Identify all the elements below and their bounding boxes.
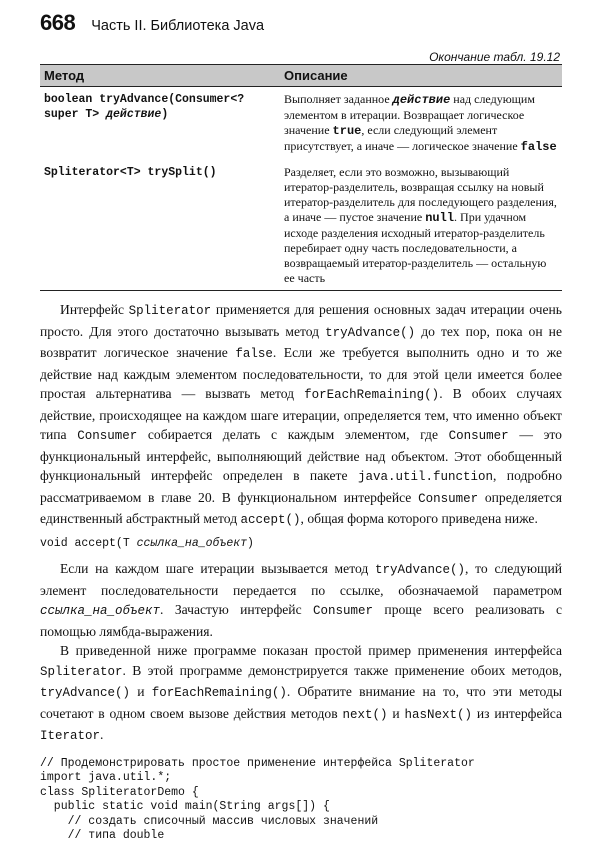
table-header-row — [40, 65, 562, 87]
method-signature: boolean tryAdvance(Consumer<? super T> действие) — [44, 93, 245, 121]
paragraph: Интерфейс Spliterator применяется для решения основных задач итерации очень просто. Для этого достаточно вызывать метод tryAdvance() до тех пор, пока он не возвратит логическое значение false. Если же требуется выполнить одно и то же действие над каждым элементом последовательности, то для этой цели имеется более простая альтернатива — вызвать метод forEachRemaining(). В обоих случаях действие, происходящее на каждом шаге итерации, определяется тем, что именно объект типа Consumer собирается делать с каждым элементом, где Consumer — это функциональный интерфейс, выполняющий действие над объектом. Этот обобщенный функциональный интерфейс определен в пакете java.util.function, подробно рассматриваемом в главе 20. В функциональном интерфейсе Consumer определяется единственный абстрактный метод accept(), общая форма которого приведена ниже. — [40, 302, 562, 527]
running-title: Часть II. Библиотека Java — [91, 18, 265, 34]
body-text — [40, 300, 562, 844]
code-line: // создать списочный массив числовых значений — [40, 814, 379, 828]
column-header-method: Метод — [40, 65, 280, 87]
column-header-description: Описание — [280, 65, 562, 87]
code-line: class SpliteratorDemo { — [40, 785, 199, 799]
table-continuation-note: Окончание табл. 19.12 — [429, 50, 560, 64]
code-line: // типа double — [40, 829, 165, 842]
code-line: import java.util.*; — [40, 771, 172, 784]
method-description: Выполняет заданное действие над следующим элементом в итерации. Возвращает логическое значение true, если следующий элемент присутствует, а иначе — логическое значение false — [284, 92, 557, 154]
table-row — [40, 155, 562, 291]
code-listing — [40, 757, 562, 844]
method-description: Разделяет, если это возможно, вызывающий итератор-разделитель, возвращая ссылку на новый итератор-разделитель для последующего разделения, а иначе — пустое значение null. При удачном исходе разделения исходный итератор-разделитель перебирает одну часть последовательности, а возвращаемый итератор-разделитель — остальную ее часть — [280, 155, 562, 291]
method-signature-code: void accept(T ссылка_на_объект) — [40, 536, 254, 550]
method-signature: Spliterator<T> trySplit() — [40, 155, 280, 291]
page-number: 668 — [40, 10, 76, 35]
code-line: public static void main(String args[]) { — [40, 800, 330, 813]
paragraph: В приведенной ниже программе показан простой пример применения интерфейса Spliterator. В этой программе демонстрируется также применение обоих методов, tryAdvance() и forEachRemaining(). Обратите внимание на то, что эти методы сочетают в одном своем вызове действия методов next() и hasNext() из интерфейса Iterator. — [40, 643, 563, 743]
running-header — [40, 10, 264, 36]
table-row — [40, 87, 562, 156]
methods-table — [40, 64, 562, 291]
code-line: // Продемонстрировать простое применение интерфейса Spliterator — [40, 756, 475, 770]
paragraph: Если на каждом шаге итерации вызывается метод tryAdvance(), то следующий элемент последовательности передается по ссылке, обозначаемой параметром ссылка_на_объект. Зачастую интерфейс Consumer проще всего реализовать с помощью лямбда-выражения. — [40, 561, 563, 639]
